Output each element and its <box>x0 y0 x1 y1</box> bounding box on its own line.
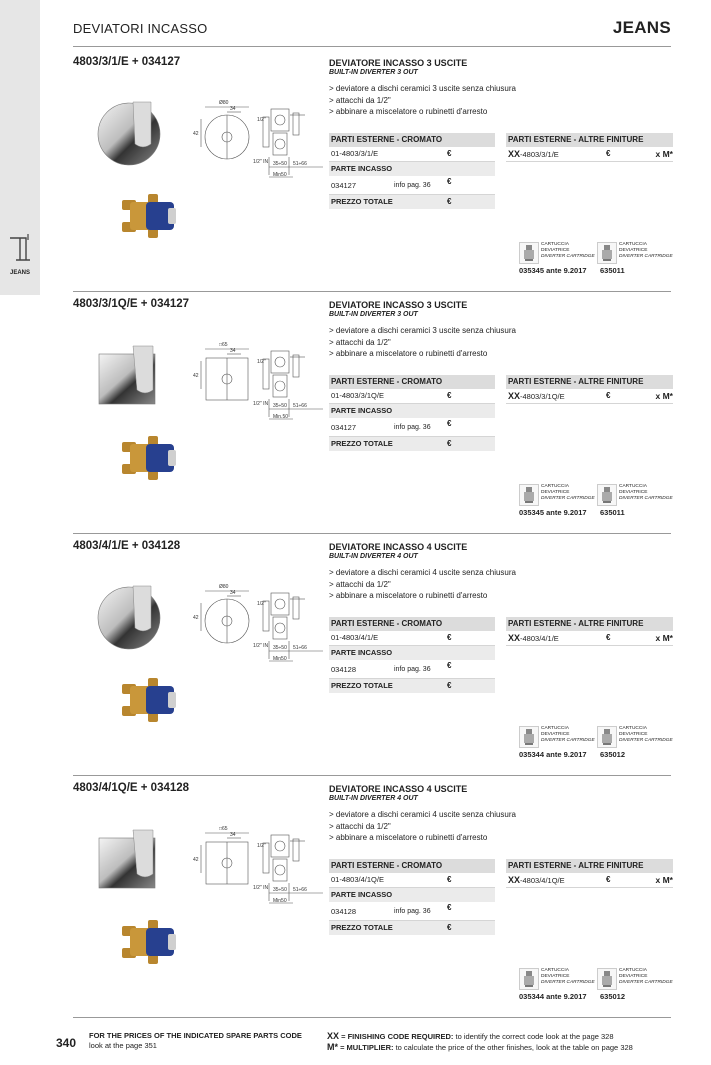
svg-text:1/2" IN: 1/2" IN <box>253 885 269 891</box>
svg-text:1/2": 1/2" <box>257 359 266 365</box>
price-table-chrome <box>329 133 495 209</box>
cartridge-label: DIVERTER CARTRIDGE <box>541 496 595 501</box>
total-label: PREZZO TOTALE <box>331 681 393 690</box>
cartridge-label: CARTUCCIA <box>541 484 569 489</box>
table-row <box>506 389 673 404</box>
table-row <box>329 631 495 646</box>
cartridge-label: CARTUCCIA <box>541 968 569 973</box>
svg-text:42: 42 <box>193 615 199 621</box>
product-subtitle: BUILT-IN DIVERTER 3 OUT <box>329 311 418 318</box>
cartridge-label: DIVERTER CARTRIDGE <box>541 738 595 743</box>
page-section-title: DEVIATORI INCASSO <box>73 21 208 36</box>
price-table-chrome <box>329 375 495 451</box>
footer-note-text: look at the page 351 <box>89 1041 157 1050</box>
table-row <box>329 162 495 176</box>
info-page: info pag. 36 <box>394 908 431 915</box>
valve-body-photo <box>118 676 180 724</box>
footer-legend <box>327 1031 633 1053</box>
product-section <box>73 292 671 534</box>
table-header: PARTI ESTERNE - ALTRE FINITURE <box>506 133 673 147</box>
svg-text:34: 34 <box>230 832 236 838</box>
svg-text:35÷50: 35÷50 <box>273 403 287 409</box>
built-in-label: PARTE INCASSO <box>331 648 393 657</box>
price-euro: € <box>447 923 452 932</box>
svg-text:1/2": 1/2" <box>257 117 266 123</box>
cartridge-label: DIVERTER CARTRIDGE <box>619 254 673 259</box>
cartridge-label: CARTUCCIA <box>541 242 569 247</box>
cartridge-icon <box>597 484 617 506</box>
finish-code-prefix: XX <box>508 149 521 159</box>
table-row <box>329 679 495 693</box>
faceplate-photo <box>93 824 165 894</box>
cartridge-icon <box>519 726 539 748</box>
svg-text:□65: □65 <box>219 342 228 348</box>
svg-text:□65: □65 <box>219 826 228 832</box>
table-row <box>329 195 495 209</box>
cartridge-code-new: 635012 <box>600 992 626 1001</box>
cartridge-label: CARTUCCIA <box>619 484 647 489</box>
built-in-code: 034127 <box>331 181 357 190</box>
price-euro: € <box>447 197 452 206</box>
price-table-chrome <box>329 859 495 935</box>
table-row <box>506 147 673 162</box>
table-row <box>329 873 495 888</box>
table-row <box>329 418 495 437</box>
technical-drawing <box>193 821 333 913</box>
cartridge-code-old: 035345 ante 9.2017 <box>519 266 587 275</box>
info-page: info pag. 36 <box>394 424 431 431</box>
total-label: PREZZO TOTALE <box>331 923 393 932</box>
svg-text:35÷50: 35÷50 <box>273 161 287 167</box>
table-row <box>329 404 495 418</box>
cartridge-label: DIVERTER CARTRIDGE <box>619 738 673 743</box>
svg-text:42: 42 <box>193 131 199 137</box>
cartridge-new <box>597 242 675 264</box>
table-header: PARTI ESTERNE - CROMATO <box>329 859 495 873</box>
svg-text:Min.50: Min.50 <box>273 414 289 420</box>
cartridge-old <box>519 726 597 748</box>
total-label: PREZZO TOTALE <box>331 439 393 448</box>
technical-drawing <box>193 579 333 671</box>
price-euro: € <box>447 391 452 400</box>
faceplate-photo <box>93 98 165 168</box>
product-subtitle: BUILT-IN DIVERTER 4 OUT <box>329 795 418 802</box>
cartridge-label: DEVIATRICE <box>619 490 648 495</box>
cartridge-label: CARTUCCIA <box>619 726 647 731</box>
cartridge-old <box>519 242 597 264</box>
table-row <box>329 646 495 660</box>
technical-drawing <box>193 337 333 429</box>
feature-item: > attacchi da 1/2" <box>329 821 391 831</box>
cartridge-label: DEVIATRICE <box>619 248 648 253</box>
cartridge-label: DEVIATRICE <box>619 974 648 979</box>
feature-item: > abbinare a miscelatore o rubinetti d'arresto <box>329 349 488 358</box>
article-code: 01-4803/3/1/E <box>331 149 379 158</box>
faceplate-photo <box>93 582 165 652</box>
cartridge-code-new: 635011 <box>600 266 625 275</box>
price-euro: € <box>606 633 611 642</box>
finish-code-prefix: XX <box>508 875 521 885</box>
feature-list <box>329 809 516 844</box>
table-row <box>329 660 495 679</box>
side-tab <box>0 0 40 295</box>
table-row <box>329 921 495 935</box>
cartridge-label: DEVIATRICE <box>541 974 570 979</box>
table-header: PARTI ESTERNE - ALTRE FINITURE <box>506 617 673 631</box>
table-header: PARTI ESTERNE - ALTRE FINITURE <box>506 859 673 873</box>
built-in-code: 034128 <box>331 665 357 674</box>
product-section <box>73 50 671 292</box>
table-row <box>506 631 673 646</box>
cartridge-label: CARTUCCIA <box>619 968 647 973</box>
price-euro: € <box>447 681 452 690</box>
svg-text:1/2" IN: 1/2" IN <box>253 643 269 649</box>
price-euro: € <box>447 661 452 670</box>
article-code: -4803/4/1Q/E <box>520 876 565 885</box>
article-code: -4803/3/1/E <box>520 150 559 159</box>
feature-list <box>329 325 516 360</box>
built-in-code: 034128 <box>331 907 357 916</box>
svg-text:51÷66: 51÷66 <box>293 403 307 409</box>
price-table-finishes <box>506 617 673 646</box>
cartridge-icon <box>597 968 617 990</box>
cartridge-label: CARTUCCIA <box>619 242 647 247</box>
cartridge-icon <box>519 242 539 264</box>
product-section <box>73 776 671 1018</box>
feature-list <box>329 567 516 602</box>
svg-text:Min50: Min50 <box>273 898 287 904</box>
finish-code-prefix: XX <box>508 633 521 643</box>
svg-text:51÷66: 51÷66 <box>293 161 307 167</box>
svg-text:1/2" IN: 1/2" IN <box>253 401 269 407</box>
table-row <box>329 902 495 921</box>
cartridge-label: DIVERTER CARTRIDGE <box>619 980 673 985</box>
cartridge-old <box>519 968 597 990</box>
table-row <box>329 176 495 195</box>
legend-xx: XX = FINISHING CODE REQUIRED: to identify the correct code look at the page 328 <box>327 1031 614 1041</box>
feature-item: > deviatore a dischi ceramici 3 uscite senza chiusura <box>329 326 516 335</box>
header-divider <box>73 46 671 47</box>
product-code-title: 4803/3/1/E + 034127 <box>73 56 181 68</box>
valve-body-photo <box>118 192 180 240</box>
cartridge-code-old: 035344 ante 9.2017 <box>519 992 587 1001</box>
price-table-chrome <box>329 617 495 693</box>
cartridge-icon <box>597 242 617 264</box>
info-page: info pag. 36 <box>394 666 431 673</box>
product-code-title: 4803/4/1Q/E + 034128 <box>73 782 190 794</box>
built-in-label: PARTE INCASSO <box>331 164 393 173</box>
built-in-code: 034127 <box>331 423 357 432</box>
faceplate-photo <box>93 340 165 410</box>
feature-list <box>329 83 516 118</box>
svg-text:Ø80: Ø80 <box>219 100 229 106</box>
cartridge-label: DIVERTER CARTRIDGE <box>541 980 595 985</box>
table-header: PARTI ESTERNE - ALTRE FINITURE <box>506 375 673 389</box>
product-code-title: 4803/4/1/E + 034128 <box>73 540 181 552</box>
cartridge-old <box>519 484 597 506</box>
article-code: -4803/3/1Q/E <box>520 392 565 401</box>
feature-item: > abbinare a miscelatore o rubinetti d'arresto <box>329 833 488 842</box>
product-code-title: 4803/3/1Q/E + 034127 <box>73 298 190 310</box>
svg-text:34: 34 <box>230 590 236 596</box>
technical-drawing <box>193 95 333 187</box>
page-number: 340 <box>56 1036 77 1050</box>
table-header: PARTI ESTERNE - CROMATO <box>329 617 495 631</box>
svg-text:51÷66: 51÷66 <box>293 887 307 893</box>
multiplier: x M* <box>655 391 673 401</box>
product-title: DEVIATORE INCASSO 3 USCITE <box>329 58 468 68</box>
price-euro: € <box>447 439 452 448</box>
svg-text:Min50: Min50 <box>273 656 287 662</box>
valve-body-photo <box>118 918 180 966</box>
info-page: info pag. 36 <box>394 182 431 189</box>
cartridge-code-new: 635011 <box>600 508 625 517</box>
price-euro: € <box>447 903 452 912</box>
finish-code-prefix: XX <box>508 391 521 401</box>
cartridge-code-old: 035345 ante 9.2017 <box>519 508 587 517</box>
svg-text:34: 34 <box>230 348 236 354</box>
section-divider <box>73 1017 671 1018</box>
legend-multiplier: M* = MULTIPLIER: to calculate the price of the other finishes, look at the table on page 328 <box>327 1042 633 1052</box>
cartridge-new <box>597 484 675 506</box>
feature-item: > abbinare a miscelatore o rubinetti d'arresto <box>329 107 488 116</box>
table-header: PARTI ESTERNE - CROMATO <box>329 375 495 389</box>
product-title: DEVIATORE INCASSO 4 USCITE <box>329 542 468 552</box>
product-title: DEVIATORE INCASSO 3 USCITE <box>329 300 468 310</box>
svg-text:42: 42 <box>193 857 199 863</box>
cartridge-label: DIVERTER CARTRIDGE <box>541 254 595 259</box>
svg-text:42: 42 <box>193 373 199 379</box>
cartridge-icon <box>597 726 617 748</box>
product-subtitle: BUILT-IN DIVERTER 3 OUT <box>329 69 418 76</box>
cartridge-code-old: 035344 ante 9.2017 <box>519 750 587 759</box>
price-euro: € <box>606 875 611 884</box>
feature-item: > attacchi da 1/2" <box>329 95 391 105</box>
footer-note-bold: FOR THE PRICES OF THE INDICATED SPARE PARTS CODE <box>89 1031 302 1040</box>
svg-text:1/2": 1/2" <box>257 843 266 849</box>
table-row <box>329 147 495 162</box>
price-euro: € <box>447 875 452 884</box>
price-euro: € <box>447 633 452 642</box>
svg-text:34: 34 <box>230 106 236 112</box>
multiplier: x M* <box>655 149 673 159</box>
table-row <box>506 873 673 888</box>
svg-text:1/2" IN: 1/2" IN <box>253 159 269 165</box>
cartridge-label: DEVIATRICE <box>619 732 648 737</box>
svg-text:Ø80: Ø80 <box>219 584 229 590</box>
footer-spare-parts-note <box>89 1031 302 1051</box>
table-row <box>329 389 495 404</box>
cartridge-new <box>597 968 675 990</box>
cartridge-label: DEVIATRICE <box>541 248 570 253</box>
price-table-finishes <box>506 375 673 404</box>
price-euro: € <box>447 419 452 428</box>
product-subtitle: BUILT-IN DIVERTER 4 OUT <box>329 553 418 560</box>
svg-text:35÷50: 35÷50 <box>273 645 287 651</box>
cartridge-label: DEVIATRICE <box>541 732 570 737</box>
product-section <box>73 534 671 776</box>
price-euro: € <box>447 149 452 158</box>
multiplier: x M* <box>655 633 673 643</box>
feature-item: > attacchi da 1/2" <box>329 579 391 589</box>
svg-text:1/2": 1/2" <box>257 601 266 607</box>
feature-item: > abbinare a miscelatore o rubinetti d'arresto <box>329 591 488 600</box>
cartridge-code-new: 635012 <box>600 750 626 759</box>
article-code: 01-4803/4/1Q/E <box>331 875 384 884</box>
feature-item: > deviatore a dischi ceramici 4 uscite senza chiusura <box>329 810 516 819</box>
feature-item: > attacchi da 1/2" <box>329 337 391 347</box>
valve-body-photo <box>118 434 180 482</box>
svg-text:Min50: Min50 <box>273 172 287 178</box>
cartridge-label: CARTUCCIA <box>541 726 569 731</box>
table-row <box>329 437 495 451</box>
cartridge-new <box>597 726 675 748</box>
article-code: 01-4803/4/1/E <box>331 633 379 642</box>
tap-icon <box>8 232 34 264</box>
table-row <box>329 888 495 902</box>
svg-text:35÷50: 35÷50 <box>273 887 287 893</box>
price-euro: € <box>447 177 452 186</box>
total-label: PREZZO TOTALE <box>331 197 393 206</box>
product-title: DEVIATORE INCASSO 4 USCITE <box>329 784 468 794</box>
cartridge-label: DIVERTER CARTRIDGE <box>619 496 673 501</box>
article-code: -4803/4/1/E <box>520 634 559 643</box>
price-table-finishes <box>506 133 673 162</box>
table-header: PARTI ESTERNE - CROMATO <box>329 133 495 147</box>
side-tab-label: JEANS <box>9 270 30 276</box>
feature-item: > deviatore a dischi ceramici 4 uscite senza chiusura <box>329 568 516 577</box>
cartridge-icon <box>519 484 539 506</box>
price-euro: € <box>606 391 611 400</box>
built-in-label: PARTE INCASSO <box>331 890 393 899</box>
feature-item: > deviatore a dischi ceramici 3 uscite senza chiusura <box>329 84 516 93</box>
price-euro: € <box>606 149 611 158</box>
article-code: 01-4803/3/1Q/E <box>331 391 384 400</box>
brand-title: JEANS <box>612 18 671 37</box>
cartridge-icon <box>519 968 539 990</box>
built-in-label: PARTE INCASSO <box>331 406 393 415</box>
multiplier: x M* <box>655 875 673 885</box>
svg-text:51÷66: 51÷66 <box>293 645 307 651</box>
price-table-finishes <box>506 859 673 888</box>
cartridge-label: DEVIATRICE <box>541 490 570 495</box>
